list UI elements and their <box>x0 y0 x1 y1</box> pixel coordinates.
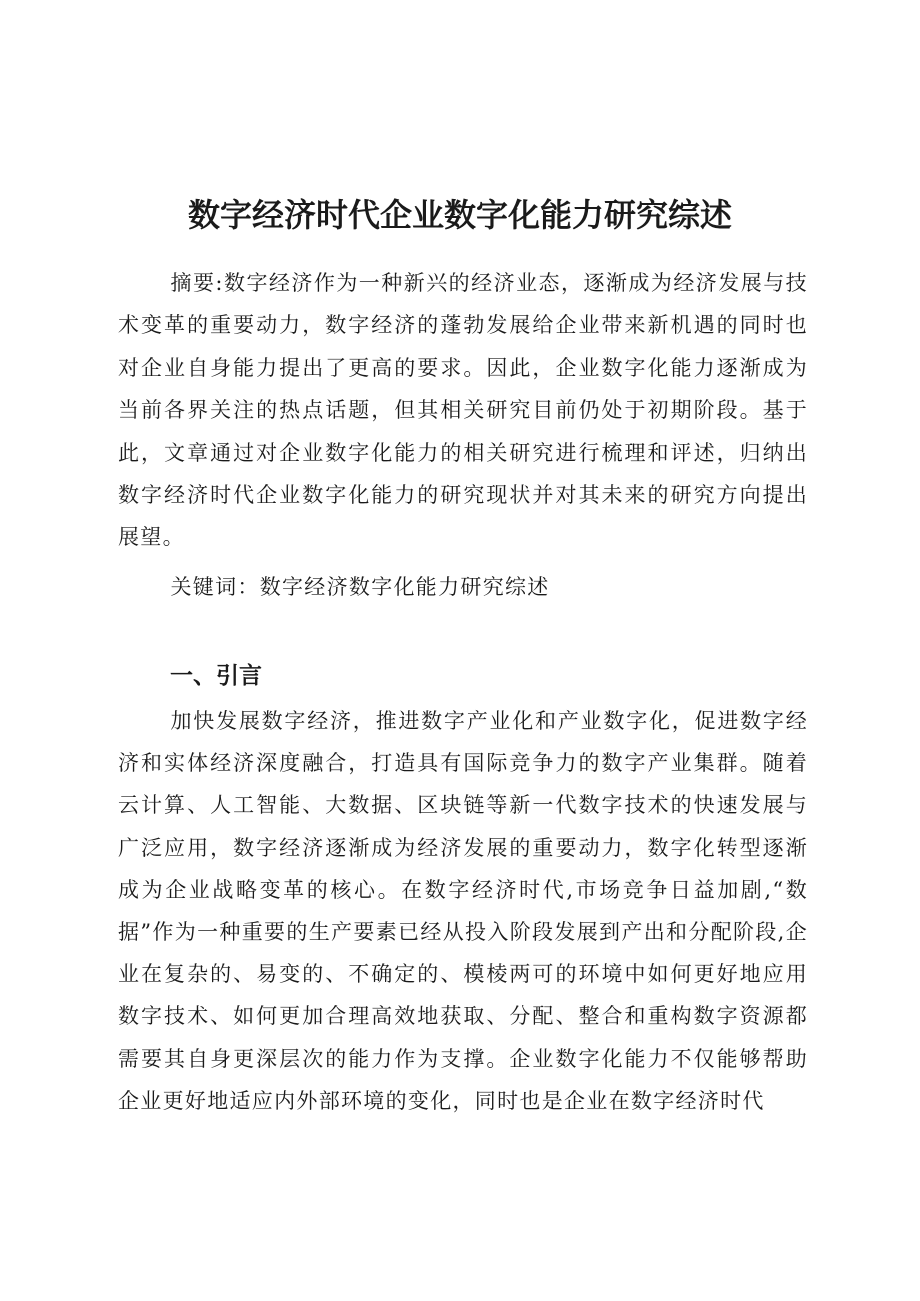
abstract-paragraph <box>118 262 808 559</box>
section-heading-introduction: 一、引言 <box>170 663 262 689</box>
introduction-paragraph: 加快发展数字经济，推进数字产业化和产业数字化，促进数字经济和实体经济深度融合，打造具有国际竞争力的数字产业集群。随着云计算、人工智能、大数据、区块链等新一代数字技术的快速发展与广泛应用，数字经济逐渐成为经济发展的重要动力，数字化转型逐渐成为企业战略变革的核心。在数字经济时代,市场竞争日益加剧,“数据”作为一种重要的生产要素已经从投入阶段发展到产出和分配阶段,企业在复杂的、易变的、不确定的、模棱两可的环境中如何更好地应用数字技术、如何更加合理高效地获取、分配、整合和重构数字资源都需要其自身更深层次的能力作为支撑。企业数字化能力不仅能够帮助企业更好地适应内外部环境的变化，同时也是企业在数字经济时代 <box>118 709 808 1113</box>
abstract-label: 摘要: <box>170 271 224 295</box>
keywords-text: 数字经济数字化能力研究综述 <box>259 575 550 599</box>
keywords-paragraph <box>118 566 808 608</box>
document-title: 数字经济时代企业数字化能力研究综述 <box>187 196 732 235</box>
keywords-label: 关键词： <box>170 575 260 599</box>
abstract-text: 数字经济作为一种新兴的经济业态，逐渐成为经济发展与技术变革的重要动力，数字经济的蓬勃发展给企业带来新机遇的同时也对企业自身能力提出了更高的要求。因此，企业数字化能力逐渐成为当前各界关注的热点话题，但其相关研究目前仍处于初期阶段。基于此，文章通过对企业数字化能力的相关研究进行梳理和评述，归纳出数字经济时代企业数字化能力的研究现状并对其未来的研究方向提出展望。 <box>118 271 808 550</box>
